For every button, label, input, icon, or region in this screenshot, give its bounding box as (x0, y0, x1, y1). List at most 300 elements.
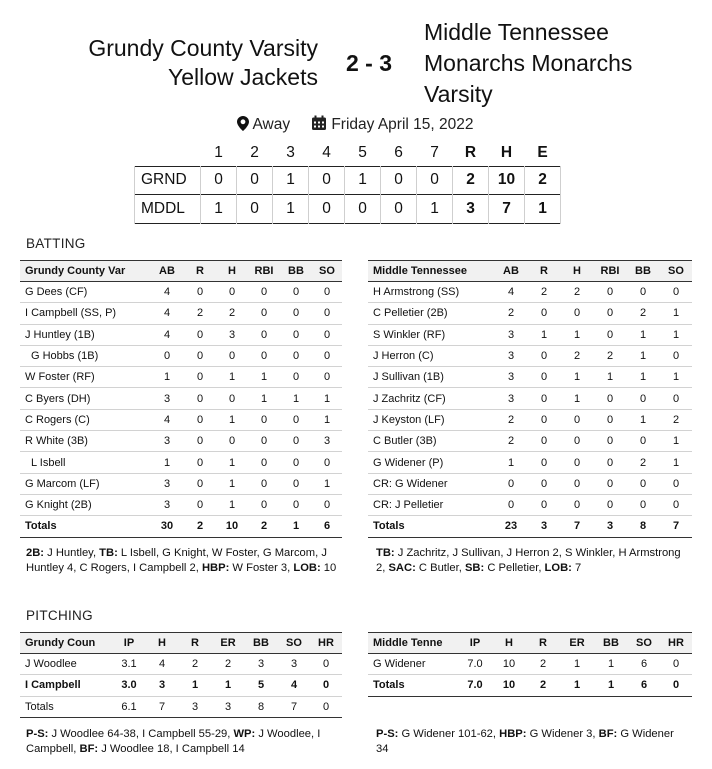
player-name: S Winkler (RF) (368, 324, 494, 345)
player-row (20, 345, 342, 366)
stat-value: 0 (594, 431, 626, 452)
note-label: HBP: (201, 562, 230, 574)
totals-label: Totals (20, 696, 112, 717)
stat-value: 1 (660, 431, 692, 452)
hits-header: H (500, 143, 513, 161)
stat-column-header: H (146, 633, 178, 654)
stat-value: 1 (660, 303, 692, 324)
stat-column-header: RBI (594, 261, 626, 282)
totals-value: 7.0 (458, 675, 492, 696)
stat-value: 1 (216, 409, 248, 430)
away-team-line1: Middle Tennessee (424, 19, 609, 45)
stat-value: 1 (216, 494, 248, 515)
inning-runs: 0 (417, 166, 453, 195)
stat-value: 2 (494, 431, 528, 452)
game-score: 2 - 3 (345, 50, 393, 76)
player-name: L Isbell (20, 452, 150, 473)
player-name: J Zachritz (CF) (368, 388, 494, 409)
stat-value: 0 (248, 324, 280, 345)
totals-row (20, 516, 342, 537)
player-name: CR: G Widener (368, 473, 494, 494)
stat-value: 0 (626, 388, 660, 409)
stat-value: 0 (312, 303, 342, 324)
player-row (368, 345, 692, 366)
stat-value: 0 (184, 282, 216, 303)
totals-value: 0 (660, 675, 692, 696)
stat-value: 0 (660, 494, 692, 515)
batting-section-title: BATTING (26, 236, 86, 251)
date-meta (311, 115, 473, 135)
stat-value: 0 (560, 494, 594, 515)
totals-value: 8 (244, 696, 278, 717)
stat-value: 4 (150, 303, 184, 324)
away-team-line2: Monarchs Monarchs (424, 50, 633, 76)
stat-column-header: BB (626, 261, 660, 282)
stat-value: 0 (528, 388, 560, 409)
stat-value: 3 (494, 388, 528, 409)
stat-value: 0 (560, 452, 594, 473)
totals-row (368, 516, 692, 537)
stat-value: 2 (494, 409, 528, 430)
note-text: G Widener 34 (376, 728, 674, 755)
player-name: G Hobbs (1B) (20, 345, 150, 366)
location-label: Away (252, 116, 291, 133)
stat-value: 2 (526, 654, 560, 675)
stat-value: 0 (248, 452, 280, 473)
player-row (368, 282, 692, 303)
total-runs: 3 (453, 195, 489, 224)
batting-notes-away (376, 546, 688, 576)
stat-value: 1 (660, 324, 692, 345)
stat-value: 0 (660, 388, 692, 409)
game-date: Friday April 15, 2022 (331, 116, 474, 133)
pitching-table-away (368, 632, 692, 697)
inning-runs: 0 (345, 195, 381, 224)
totals-value: 1 (594, 675, 628, 696)
team-abbrev: MDDL (135, 195, 201, 224)
team-abbrev: GRND (135, 166, 201, 195)
total-hits: 7 (489, 195, 525, 224)
totals-value: 3 (594, 516, 626, 537)
total-runs: 2 (453, 166, 489, 195)
inning-runs: 0 (381, 195, 417, 224)
stat-value: 2 (594, 345, 626, 366)
note-text: C Pelletier, (484, 562, 545, 574)
inning-runs: 0 (237, 166, 273, 195)
stat-value: 1 (660, 367, 692, 388)
player-row (368, 431, 692, 452)
stat-value: 3 (494, 345, 528, 366)
inning-header: 2 (250, 143, 259, 161)
inning-header: 7 (430, 143, 439, 161)
stat-column-header: H (560, 261, 594, 282)
line-score-header (135, 140, 561, 166)
stat-value: 1 (212, 675, 244, 696)
stat-value: 1 (150, 367, 184, 388)
note-label: HBP: (499, 728, 527, 740)
stat-value: 1 (312, 473, 342, 494)
total-errors: 1 (525, 195, 561, 224)
note-label: P-S: (376, 728, 399, 740)
stat-value: 3 (150, 494, 184, 515)
totals-value: 7 (278, 696, 310, 717)
team-column-header: Middle Tennessee (368, 261, 494, 282)
inning-runs: 1 (273, 195, 309, 224)
note-label: LOB: (544, 562, 572, 574)
stat-value: 0 (594, 324, 626, 345)
note-label: 2B: (26, 547, 45, 559)
stat-value: 0 (310, 675, 342, 696)
player-row (368, 494, 692, 515)
stat-value: 1 (528, 324, 560, 345)
stat-value: 0 (280, 345, 312, 366)
stat-value: 0 (248, 345, 280, 366)
runs-header: R (464, 143, 477, 161)
stat-value: 1 (280, 388, 312, 409)
stat-value: 0 (280, 409, 312, 430)
player-name: G Widener (P) (368, 452, 494, 473)
stat-value: 0 (184, 409, 216, 430)
stat-value: 4 (150, 409, 184, 430)
note-label: TB: (99, 547, 118, 559)
team-column-header: Grundy Coun (20, 633, 112, 654)
stat-value: 0 (184, 388, 216, 409)
player-row (368, 388, 692, 409)
stat-value: 0 (312, 282, 342, 303)
stat-value: 0 (660, 282, 692, 303)
player-name: C Pelletier (2B) (368, 303, 494, 324)
player-row (20, 303, 342, 324)
stat-value: 2 (216, 303, 248, 324)
stat-value: 0 (494, 473, 528, 494)
stat-value: 0 (248, 431, 280, 452)
stat-value: 1 (312, 409, 342, 430)
stat-header-row (368, 633, 692, 654)
stat-value: 1 (594, 367, 626, 388)
player-row (20, 324, 342, 345)
player-row (20, 654, 342, 675)
inning-runs: 0 (309, 166, 345, 195)
stat-column-header: SO (278, 633, 310, 654)
player-row (368, 473, 692, 494)
stat-column-header: SO (312, 261, 342, 282)
note-text: W Foster 3, (229, 562, 294, 574)
line-score-table (134, 140, 561, 224)
stat-value: 2 (494, 303, 528, 324)
stat-value: 0 (280, 282, 312, 303)
line-score-row (135, 166, 561, 195)
stat-value: 7.0 (458, 654, 492, 675)
player-row (20, 494, 342, 515)
stat-value: 3 (150, 473, 184, 494)
note-text: 7 (571, 562, 582, 574)
batting-table-home (20, 260, 342, 538)
stat-value: 3.0 (112, 675, 146, 696)
totals-value: 7 (660, 516, 692, 537)
inning-header: 4 (322, 143, 331, 161)
totals-label: Totals (368, 675, 458, 696)
stat-value: 3 (494, 324, 528, 345)
stat-value: 0 (594, 452, 626, 473)
stat-column-header: RBI (248, 261, 280, 282)
stat-value: 0 (216, 388, 248, 409)
stat-value: 0 (184, 452, 216, 473)
stat-value: 0 (312, 345, 342, 366)
stat-value: 0 (248, 494, 280, 515)
stat-header-row (20, 633, 342, 654)
stat-value: 1 (626, 345, 660, 366)
stat-value: 0 (248, 409, 280, 430)
inning-runs: 1 (345, 166, 381, 195)
total-errors: 2 (525, 166, 561, 195)
stat-value: 1 (248, 367, 280, 388)
stat-value: 0 (310, 654, 342, 675)
player-row (20, 282, 342, 303)
stat-column-header: HR (310, 633, 342, 654)
inning-header: 1 (214, 143, 223, 161)
stat-value: 4 (146, 654, 178, 675)
player-name: G Marcom (LF) (20, 473, 150, 494)
note-label: SB: (464, 562, 485, 574)
stat-value: 0 (560, 303, 594, 324)
stat-value: 0 (150, 345, 184, 366)
player-row (368, 303, 692, 324)
stat-value: 1 (312, 388, 342, 409)
stat-value: 0 (280, 367, 312, 388)
note-text: 10 (320, 562, 337, 574)
inning-runs: 0 (237, 195, 273, 224)
note-text: J Woodlee 18, I Campbell 14 (98, 743, 245, 755)
stat-column-header: ER (560, 633, 594, 654)
stat-column-header: BB (280, 261, 312, 282)
stat-value: 0 (280, 303, 312, 324)
stat-value: 1 (560, 324, 594, 345)
stat-value: 0 (280, 494, 312, 515)
stat-value: 0 (528, 473, 560, 494)
player-name: G Widener (368, 654, 458, 675)
away-team-line3: Varsity (424, 81, 493, 107)
stat-value: 0 (560, 473, 594, 494)
stat-value: 0 (184, 473, 216, 494)
stat-value: 0 (594, 282, 626, 303)
totals-row (368, 675, 692, 696)
team-column-header: Grundy County Var (20, 261, 150, 282)
stat-value: 0 (216, 345, 248, 366)
stat-value: 0 (560, 409, 594, 430)
stat-value: 0 (528, 303, 560, 324)
stat-column-header: BB (244, 633, 278, 654)
totals-row (20, 696, 342, 717)
inning-runs: 0 (381, 166, 417, 195)
stat-value: 4 (494, 282, 528, 303)
stat-column-header: AB (494, 261, 528, 282)
stat-value: 1 (626, 324, 660, 345)
note-label: BF: (79, 743, 99, 755)
player-row (368, 409, 692, 430)
stat-value: 3 (244, 654, 278, 675)
totals-value: 1 (280, 516, 312, 537)
totals-value: 2 (248, 516, 280, 537)
away-team-name (424, 17, 704, 110)
stat-value: 2 (212, 654, 244, 675)
home-team-line1: Grundy County Varsity (88, 35, 318, 61)
note-text: J Woodlee, I Campbell, (26, 728, 321, 755)
totals-value: 1 (560, 675, 594, 696)
player-row (368, 654, 692, 675)
stat-value: 2 (528, 282, 560, 303)
player-row (20, 367, 342, 388)
stat-value: 0 (280, 473, 312, 494)
player-name: G Dees (CF) (20, 282, 150, 303)
pitching-table-home (20, 632, 342, 718)
stat-value: 0 (184, 345, 216, 366)
stat-value: 0 (184, 494, 216, 515)
stat-value: 0 (184, 431, 216, 452)
note-label: TB: (376, 547, 395, 559)
player-name: C Butler (3B) (368, 431, 494, 452)
total-hits: 10 (489, 166, 525, 195)
stat-value: 0 (184, 324, 216, 345)
player-row (20, 473, 342, 494)
inning-header: 6 (394, 143, 403, 161)
stat-value: 1 (248, 388, 280, 409)
stat-value: 10 (492, 654, 526, 675)
stat-column-header: R (526, 633, 560, 654)
team-column-header: Middle Tenne (368, 633, 458, 654)
stat-value: 0 (248, 473, 280, 494)
totals-value: 0 (310, 696, 342, 717)
stat-value: 3 (312, 431, 342, 452)
stat-column-header: IP (112, 633, 146, 654)
stat-value: 5 (244, 675, 278, 696)
stat-value: 3 (146, 675, 178, 696)
home-team-name (40, 34, 318, 92)
stat-column-header: SO (660, 261, 692, 282)
note-text: C Butler, (415, 562, 465, 574)
note-label: SAC: (388, 562, 416, 574)
stat-value: 0 (626, 494, 660, 515)
player-row (20, 431, 342, 452)
stat-value: 3 (150, 388, 184, 409)
totals-value: 7 (560, 516, 594, 537)
stat-value: 2 (178, 654, 212, 675)
inning-runs: 1 (273, 166, 309, 195)
totals-value: 8 (626, 516, 660, 537)
inning-header: 3 (286, 143, 295, 161)
stat-value: 0 (528, 494, 560, 515)
location-pin-icon (237, 116, 252, 133)
player-name: C Rogers (C) (20, 409, 150, 430)
stat-value: 1 (560, 367, 594, 388)
player-name: G Knight (2B) (20, 494, 150, 515)
stat-column-header: IP (458, 633, 492, 654)
totals-value: 6 (312, 516, 342, 537)
stat-value: 0 (248, 303, 280, 324)
pitching-notes-away (376, 727, 676, 757)
stat-value: 0 (312, 452, 342, 473)
stat-value: 3 (278, 654, 310, 675)
line-score-row (135, 195, 561, 224)
stat-value: 0 (594, 494, 626, 515)
stat-value: 0 (660, 654, 692, 675)
totals-value: 6 (628, 675, 660, 696)
location-meta (237, 115, 290, 135)
stat-value: 0 (626, 431, 660, 452)
stat-value: 1 (150, 452, 184, 473)
stat-value: 1 (216, 452, 248, 473)
stat-value: 6 (628, 654, 660, 675)
stat-value: 1 (560, 388, 594, 409)
player-name: J Herron (C) (368, 345, 494, 366)
note-label: BF: (598, 728, 618, 740)
calendar-icon (311, 116, 331, 133)
stat-value: 0 (184, 367, 216, 388)
stat-column-header: R (528, 261, 560, 282)
stat-value: 0 (528, 409, 560, 430)
stat-column-header: BB (594, 633, 628, 654)
stat-value: 0 (248, 282, 280, 303)
stat-value: 0 (312, 367, 342, 388)
stat-value: 0 (528, 367, 560, 388)
player-name: J Keyston (LF) (368, 409, 494, 430)
player-row (368, 452, 692, 473)
stat-value: 4 (150, 324, 184, 345)
stat-value: 1 (594, 654, 628, 675)
note-text: J Huntley, (44, 547, 100, 559)
errors-header: E (537, 143, 548, 161)
stat-value: 2 (626, 303, 660, 324)
note-text: J Zachritz, J Sullivan, J Herron 2, S Winkler, H Armstrong 2, (376, 547, 681, 574)
player-name: W Foster (RF) (20, 367, 150, 388)
stat-value: 0 (528, 345, 560, 366)
note-text: J Woodlee 64-38, I Campbell 55-29, (48, 728, 234, 740)
stat-value: 2 (626, 452, 660, 473)
totals-label: Totals (368, 516, 494, 537)
stat-value: 0 (594, 473, 626, 494)
stat-value: 4 (150, 282, 184, 303)
note-label: WP: (233, 728, 256, 740)
stat-value: 1 (494, 452, 528, 473)
stat-value: 2 (184, 303, 216, 324)
totals-value: 10 (492, 675, 526, 696)
batting-table-away (368, 260, 692, 538)
stat-value: 0 (280, 431, 312, 452)
stat-value: 0 (560, 431, 594, 452)
player-name: CR: J Pelletier (368, 494, 494, 515)
note-text: G Widener 3, (526, 728, 599, 740)
stat-value: 3 (216, 324, 248, 345)
inning-header: 5 (358, 143, 367, 161)
stat-value: 1 (660, 452, 692, 473)
stat-value: 1 (626, 367, 660, 388)
stat-value: 3.1 (112, 654, 146, 675)
inning-runs: 0 (201, 166, 237, 195)
totals-value: 7 (146, 696, 178, 717)
stat-column-header: R (178, 633, 212, 654)
note-label: LOB: (293, 562, 321, 574)
player-row (20, 675, 342, 696)
stat-value: 1 (216, 473, 248, 494)
stat-value: 3 (150, 431, 184, 452)
totals-value: 6.1 (112, 696, 146, 717)
stat-value: 0 (528, 452, 560, 473)
inning-runs: 0 (309, 195, 345, 224)
player-name: J Huntley (1B) (20, 324, 150, 345)
player-name: J Woodlee (20, 654, 112, 675)
totals-value: 3 (178, 696, 212, 717)
inning-runs: 1 (417, 195, 453, 224)
stat-header-row (20, 261, 342, 282)
